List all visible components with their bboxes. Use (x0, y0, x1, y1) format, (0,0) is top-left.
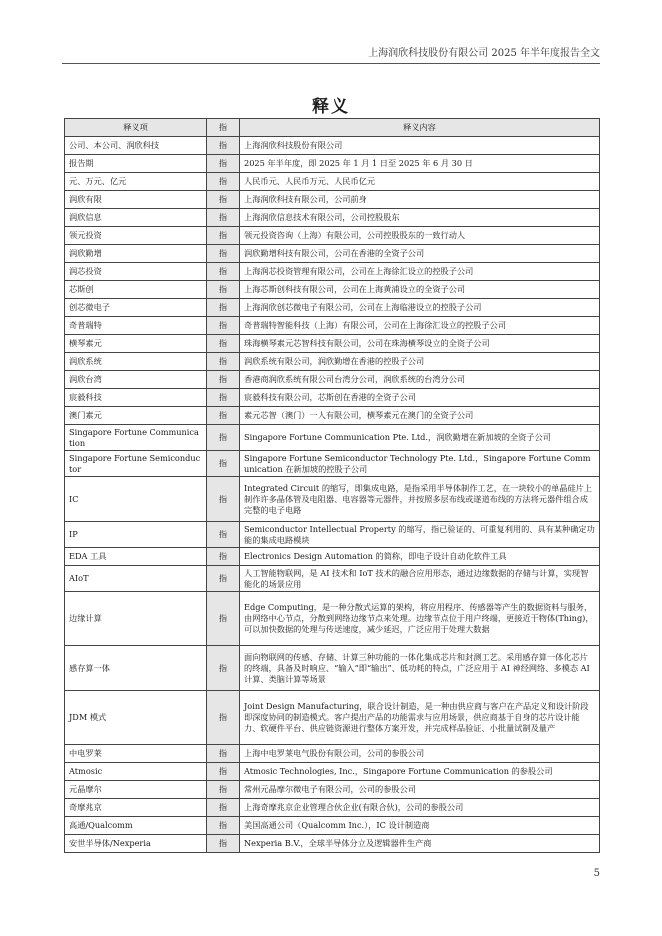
table-row (65, 477, 600, 522)
definition-cell: Singapore Fortune Communication Pte. Ltd.，润欣勤增在新加坡的全资子公司 (240, 425, 600, 451)
table-row (65, 835, 600, 853)
term-cell: 公司、本公司、润欣科技 (65, 137, 207, 155)
table-row (65, 227, 600, 245)
definition-cell: 面向物联网的传感、存储、计算三种功能的一体化集成芯片和封测工艺。采用感存算一体化芯片的终端，具备及时响应、“输入”即“输出”、低功耗的特点，广泛应用于 AI 神经网络、多模态 AI 计算、类脑计算等场景 (240, 646, 600, 691)
definition-cell: 上海润欣科技股份有限公司 (240, 137, 600, 155)
definition-cell: Nexperia B.V.，全球半导体分立及逻辑器件生产商 (240, 835, 600, 853)
glossary-table (64, 118, 600, 853)
table-row (65, 522, 600, 548)
term-cell: 润欣有限 (65, 191, 207, 209)
term-cell: 元、万元、亿元 (65, 173, 207, 191)
definition-cell: 上海润欣信息技术有限公司，公司控股股东 (240, 209, 600, 227)
zhi-cell: 指 (207, 691, 240, 745)
zhi-cell: 指 (207, 299, 240, 317)
zhi-cell: 指 (207, 835, 240, 853)
term-cell: Singapore Fortune Semiconductor (65, 451, 207, 477)
page-title: 释义 (312, 97, 350, 117)
definition-cell: 上海奇摩兆京企业管理合伙企业(有限合伙)，公司的参股公司 (240, 799, 600, 817)
definition-cell: Integrated Circuit 的缩写，即集成电路，是指采用半导体制作工艺，在一块较小的单晶硅片上制作许多晶体管及电阻器、电容器等元器件，并按照多层布线或遂道布线的方法将元器件组合成完整的电子电路 (240, 477, 600, 522)
zhi-cell: 指 (207, 781, 240, 799)
term-cell: 澳门素元 (65, 407, 207, 425)
table-row (65, 209, 600, 227)
term-cell: IP (65, 522, 207, 548)
term-cell: 润欣信息 (65, 209, 207, 227)
term-cell: 宸毅科技 (65, 389, 207, 407)
table-row (65, 646, 600, 691)
table-row (65, 781, 600, 799)
zhi-cell: 指 (207, 451, 240, 477)
definition-cell: 上海润欣科技有限公司，公司前身 (240, 191, 600, 209)
definition-cell: 人民币元、人民币万元、人民币亿元 (240, 173, 600, 191)
table-row (65, 389, 600, 407)
zhi-cell: 指 (207, 335, 240, 353)
term-cell: 中电罗莱 (65, 745, 207, 763)
term-cell: 边缘计算 (65, 592, 207, 646)
table-row (65, 745, 600, 763)
zhi-cell: 指 (207, 477, 240, 522)
table-row (65, 763, 600, 781)
table-header-row (65, 119, 600, 137)
table-row (65, 263, 600, 281)
definition-cell: 上海中电罗莱电气股份有限公司，公司的参股公司 (240, 745, 600, 763)
definition-cell: 领元投资咨询（上海）有限公司，公司控股股东的一致行动人 (240, 227, 600, 245)
zhi-cell: 指 (207, 407, 240, 425)
definition-cell: 素元芯智（澳门）一人有限公司，横琴素元在澳门的全资子公司 (240, 407, 600, 425)
term-cell: 创芯微电子 (65, 299, 207, 317)
table-row (65, 299, 600, 317)
definition-cell: 奇普瑞特智能科技（上海）有限公司，公司在上海徐汇设立的控股子公司 (240, 317, 600, 335)
zhi-cell: 指 (207, 173, 240, 191)
definition-cell: Singapore Fortune Semiconductor Technology Pte. Ltd.，Singapore Fortune Communication 在新加坡的控股子公司 (240, 451, 600, 477)
zhi-cell: 指 (207, 191, 240, 209)
table-row (65, 191, 600, 209)
term-cell: 报告期 (65, 155, 207, 173)
table-row (65, 371, 600, 389)
term-cell: 横琴素元 (65, 335, 207, 353)
definition-cell: 上海润欣创芯微电子有限公司，公司在上海临港设立的控股子公司 (240, 299, 600, 317)
term-cell: JDM 模式 (65, 691, 207, 745)
term-cell: 奇普瑞特 (65, 317, 207, 335)
zhi-cell: 指 (207, 425, 240, 451)
table-row (65, 407, 600, 425)
table-row (65, 281, 600, 299)
zhi-cell: 指 (207, 799, 240, 817)
definition-cell: Electronics Design Automation 的简称，即电子设计自动化软件工具 (240, 548, 600, 566)
zhi-cell: 指 (207, 745, 240, 763)
term-cell: 芯斯创 (65, 281, 207, 299)
definition-cell: 润欣勤增科技有限公司，公司在香港的全资子公司 (240, 245, 600, 263)
table-row (65, 155, 600, 173)
definition-cell: 香港商润欣系统有限公司台湾分公司，润欣系统的台湾分公司 (240, 371, 600, 389)
table-row (65, 317, 600, 335)
page-number: 5 (593, 868, 600, 879)
zhi-cell: 指 (207, 592, 240, 646)
term-cell: 润欣台湾 (65, 371, 207, 389)
term-cell: 感存算一体 (65, 646, 207, 691)
zhi-cell: 指 (207, 817, 240, 835)
column-header-zhi: 指 (207, 119, 240, 137)
table-row (65, 691, 600, 745)
zhi-cell: 指 (207, 763, 240, 781)
zhi-cell: 指 (207, 548, 240, 566)
glossary-body (65, 137, 600, 853)
zhi-cell: 指 (207, 209, 240, 227)
definition-cell: 上海润芯投资管理有限公司，公司在上海徐汇设立的控股子公司 (240, 263, 600, 281)
definition-cell: Atmosic Technologies, Inc.，Singapore Fortune Communication 的参股公司 (240, 763, 600, 781)
definition-cell: 润欣系统有限公司，润欣勤增在香港的控股子公司 (240, 353, 600, 371)
zhi-cell: 指 (207, 263, 240, 281)
zhi-cell: 指 (207, 227, 240, 245)
definition-cell: 美国高通公司（Qualcomm Inc.），IC 设计制造商 (240, 817, 600, 835)
zhi-cell: 指 (207, 155, 240, 173)
definition-cell: Joint Design Manufacturing，联合设计制造，是一种由供应商与客户在产品定义和设计阶段即深度协同的制造模式。客户提出产品的功能需求与应用场景，供应商基于自身的芯片设计能力、软硬件平台、供应链资源进行整体方案开发，并完成样品验证、小批量试制及量产 (240, 691, 600, 745)
definition-cell: 常州元晶摩尔微电子有限公司，公司的参股公司 (240, 781, 600, 799)
table-row (65, 451, 600, 477)
term-cell: 润欣系统 (65, 353, 207, 371)
term-cell: EDA 工具 (65, 548, 207, 566)
table-row (65, 817, 600, 835)
table-row (65, 566, 600, 592)
definition-cell: 上海芯斯创科技有限公司，公司在上海黄浦设立的全资子公司 (240, 281, 600, 299)
term-cell: 润芯投资 (65, 263, 207, 281)
table-row (65, 425, 600, 451)
column-header-term: 释义项 (65, 119, 207, 137)
term-cell: 高通/Qualcomm (65, 817, 207, 835)
zhi-cell: 指 (207, 371, 240, 389)
term-cell: 领元投资 (65, 227, 207, 245)
definition-cell: 珠海横琴素元芯智科技有限公司，公司在珠海横琴设立的全资子公司 (240, 335, 600, 353)
running-header: 上海润欣科技股份有限公司 2025 年半年度报告全文 (62, 44, 600, 64)
table-row (65, 335, 600, 353)
zhi-cell: 指 (207, 137, 240, 155)
term-cell: AIoT (65, 566, 207, 592)
definition-cell: 宸毅科技有限公司，芯斯创在香港的全资子公司 (240, 389, 600, 407)
term-cell: 润欣勤增 (65, 245, 207, 263)
zhi-cell: 指 (207, 566, 240, 592)
definition-cell: 人工智能物联网，是 AI 技术和 IoT 技术的融合应用形态，通过边缘数据的存储与计算，实现智能化的场景应用 (240, 566, 600, 592)
term-cell: Singapore Fortune Communication (65, 425, 207, 451)
zhi-cell: 指 (207, 317, 240, 335)
table-row (65, 137, 600, 155)
term-cell: 奇摩兆京 (65, 799, 207, 817)
zhi-cell: 指 (207, 646, 240, 691)
table-row (65, 548, 600, 566)
zhi-cell: 指 (207, 389, 240, 407)
definition-cell: Edge Computing，是一种分散式运算的架构，将应用程序、传感器等产生的数据资料与服务，由网络中心节点，分散到网络边缘节点来处理。边缘节点位于用户终端，更接近于物体(Thing)，可以加快数据的处理与传送速度，减少延迟，广泛应用于处理大数据 (240, 592, 600, 646)
table-row (65, 799, 600, 817)
term-cell: 元晶摩尔 (65, 781, 207, 799)
table-row (65, 173, 600, 191)
term-cell: 安世半导体/Nexperia (65, 835, 207, 853)
term-cell: Atmosic (65, 763, 207, 781)
table-row (65, 592, 600, 646)
zhi-cell: 指 (207, 522, 240, 548)
table-row (65, 245, 600, 263)
zhi-cell: 指 (207, 281, 240, 299)
column-header-definition: 释义内容 (240, 119, 600, 137)
term-cell: IC (65, 477, 207, 522)
table-row (65, 353, 600, 371)
zhi-cell: 指 (207, 353, 240, 371)
zhi-cell: 指 (207, 245, 240, 263)
definition-cell: 2025 年半年度，即 2025 年 1 月 1 日至 2025 年 6 月 30 日 (240, 155, 600, 173)
definition-cell: Semiconductor Intellectual Property 的缩写，指已验证的、可重复利用的、具有某种确定功能的集成电路模块 (240, 522, 600, 548)
